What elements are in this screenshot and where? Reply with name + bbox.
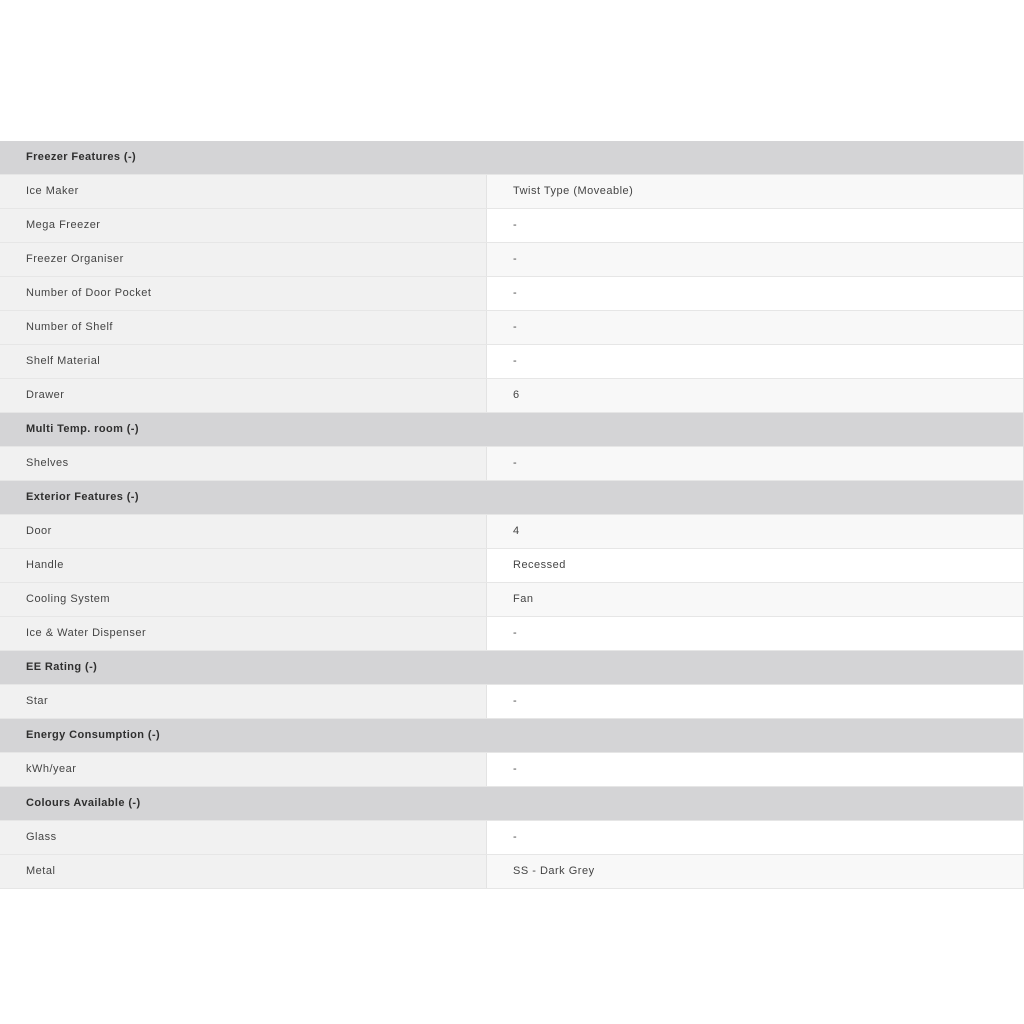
spec-table	[0, 141, 1024, 889]
section-header-exterior-features[interactable]: Exterior Features (-)	[0, 481, 1023, 515]
spec-label: Cooling System	[0, 583, 487, 616]
spec-row-handle	[0, 549, 1023, 583]
spec-label: kWh/year	[0, 753, 487, 786]
spec-row-number-of-shelf	[0, 311, 1023, 345]
spec-label: Drawer	[0, 379, 487, 412]
spec-row-kwh-year	[0, 753, 1023, 787]
section-header-freezer-features[interactable]: Freezer Features (-)	[0, 141, 1023, 175]
spec-value: -	[487, 243, 1023, 276]
spec-value: -	[487, 209, 1023, 242]
spec-row-door	[0, 515, 1023, 549]
section-header-energy-consumption[interactable]: Energy Consumption (-)	[0, 719, 1023, 753]
spec-row-ice-maker	[0, 175, 1023, 209]
spec-value: SS - Dark Grey	[487, 855, 1023, 888]
spec-value: -	[487, 617, 1023, 650]
spec-row-freezer-organiser	[0, 243, 1023, 277]
spec-label: Ice & Water Dispenser	[0, 617, 487, 650]
spec-value: -	[487, 685, 1023, 718]
spec-label: Mega Freezer	[0, 209, 487, 242]
spec-row-glass	[0, 821, 1023, 855]
spec-label: Number of Door Pocket	[0, 277, 487, 310]
spec-value: Twist Type (Moveable)	[487, 175, 1023, 208]
section-header-colours-available[interactable]: Colours Available (-)	[0, 787, 1023, 821]
spec-value: -	[487, 345, 1023, 378]
spec-row-star	[0, 685, 1023, 719]
spec-value: -	[487, 821, 1023, 854]
spec-row-drawer	[0, 379, 1023, 413]
spec-label: Freezer Organiser	[0, 243, 487, 276]
spec-value: -	[487, 447, 1023, 480]
spec-value: Recessed	[487, 549, 1023, 582]
spec-row-cooling-system	[0, 583, 1023, 617]
section-header-multi-temp-room[interactable]: Multi Temp. room (-)	[0, 413, 1023, 447]
spec-label: Number of Shelf	[0, 311, 487, 344]
spec-value: 4	[487, 515, 1023, 548]
spec-row-shelves	[0, 447, 1023, 481]
spec-value: -	[487, 311, 1023, 344]
spec-value: -	[487, 277, 1023, 310]
spec-label: Shelf Material	[0, 345, 487, 378]
spec-row-shelf-material	[0, 345, 1023, 379]
spec-row-mega-freezer	[0, 209, 1023, 243]
spec-label: Shelves	[0, 447, 487, 480]
spec-value: -	[487, 753, 1023, 786]
spec-row-metal	[0, 855, 1023, 889]
spec-label: Star	[0, 685, 487, 718]
spec-label: Glass	[0, 821, 487, 854]
spec-value: Fan	[487, 583, 1023, 616]
section-header-ee-rating[interactable]: EE Rating (-)	[0, 651, 1023, 685]
spec-value: 6	[487, 379, 1023, 412]
spec-label: Door	[0, 515, 487, 548]
spec-label: Metal	[0, 855, 487, 888]
spec-row-door-pocket	[0, 277, 1023, 311]
spec-row-ice-water-dispenser	[0, 617, 1023, 651]
spec-label: Ice Maker	[0, 175, 487, 208]
spec-label: Handle	[0, 549, 487, 582]
